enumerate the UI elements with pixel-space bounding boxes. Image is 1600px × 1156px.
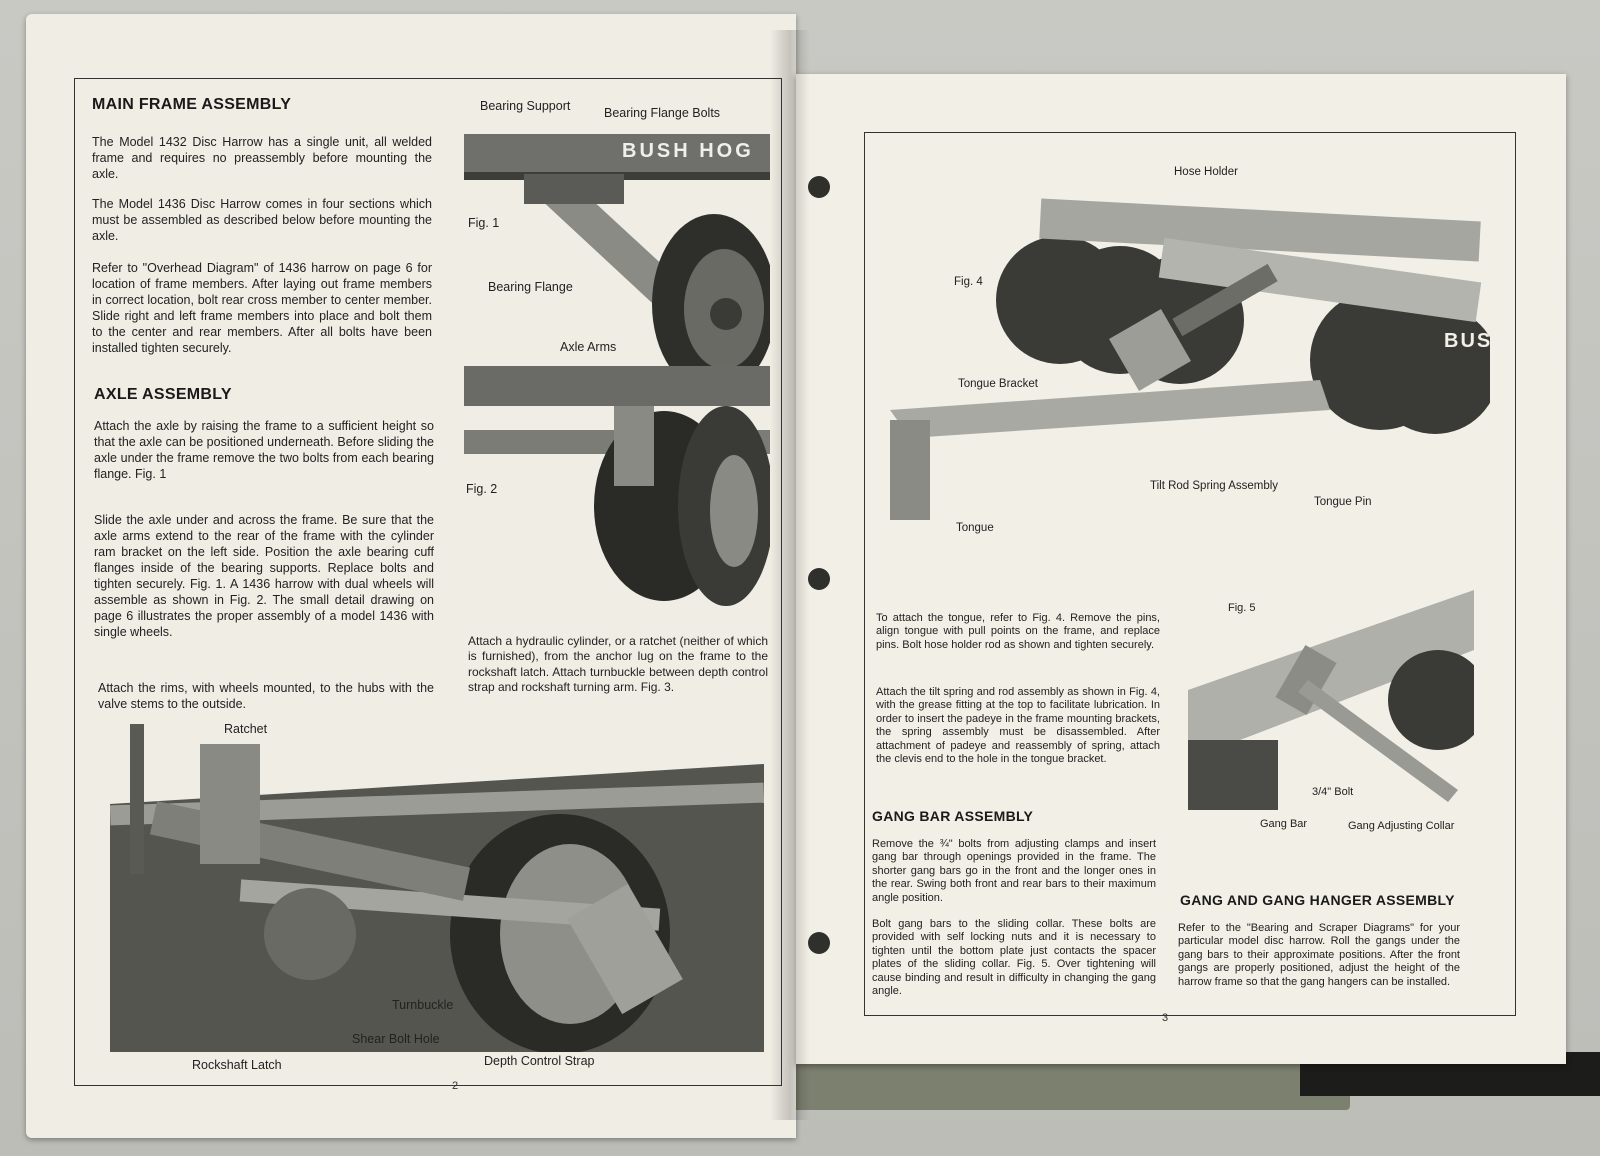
main-frame-heading: MAIN FRAME ASSEMBLY bbox=[92, 96, 292, 113]
binder-hole bbox=[808, 932, 830, 954]
ratchet-label: Ratchet bbox=[224, 722, 268, 736]
tilt-rod-label: Tilt Rod Spring Assembly bbox=[1150, 480, 1279, 492]
fig1-label: Fig. 1 bbox=[468, 216, 500, 230]
main-frame-p3: Refer to "Overhead Diagram" of 1436 harrow on page 6 for location of frame members. After laying out frame members in correct location, bolt rear cross member to center member. Slide right and left frame members into place and bolt them to the center and rear members. After all bolts have been installed tighten securely. bbox=[92, 261, 432, 355]
right-page-number: 3 bbox=[1162, 1012, 1169, 1024]
left-page-number: 2 bbox=[452, 1080, 459, 1092]
fig5-photo bbox=[1188, 590, 1474, 812]
depth-control-strap-label: Depth Control Strap bbox=[484, 1054, 595, 1068]
gang-bar-p1: Remove the ¾" bolts from adjusting clamps and insert gang bar through openings provided in the frame. The shorter gang bars go in the front and the longer ones in the rear. Swing both front and rear bars to their maximum angle position. bbox=[872, 838, 1156, 904]
fig4-label: Fig. 4 bbox=[954, 276, 983, 288]
gang-bar-p2: Bolt gang bars to the sliding collar. These bolts are provided with self locking nuts and it is necessary to tighten until the bottom plate just contacts the spacer plates of the sliding collar. Fig. 5. Over tightening will cause binding and result in difficulty in changing the gang angle. bbox=[872, 918, 1156, 998]
tongue-label: Tongue bbox=[956, 522, 994, 534]
axle-p1: Attach the axle by raising the frame to a sufficient height so that the axle can be positioned underneath. Before sliding the axle under the frame remove the two bolts from each bearing flange. Fig. 1 bbox=[94, 419, 434, 481]
tongue-p1: To attach the tongue, refer to Fig. 4. Remove the pins, align tongue with pull points on the frame, and replace pins. Bolt hose holder rod as shown and tighten securely. bbox=[876, 612, 1160, 651]
binder-bar bbox=[750, 1060, 1350, 1110]
fig4-brand: BUSH HOG bbox=[1444, 330, 1568, 352]
fig2-label: Fig. 2 bbox=[466, 482, 498, 496]
fig5-label: Fig. 5 bbox=[1228, 602, 1256, 614]
binder-hole bbox=[808, 568, 830, 590]
turnbuckle-label: Turnbuckle bbox=[392, 998, 454, 1012]
main-frame-p2: The Model 1436 Disc Harrow comes in four sections which must be assembled as described below before mounting the axle. bbox=[92, 197, 432, 243]
axle-arms-label: Axle Arms bbox=[560, 340, 617, 354]
shear-bolt-hole-label: Shear Bolt Hole bbox=[352, 1032, 440, 1046]
axle-p2: Slide the axle under and across the frame. Be sure that the axle arms extend to the rear of the frame with the cylinder ram bracket on the left side. Position the axle bearing cuff flanges inside of the bearing supports. Replace bolts and tighten securely. Fig. 1. A 1436 harrow with dual wheels will assemble as shown in Fig. 2. The small detail drawing on page 6 illustrates the proper assembly of a model 1436 with single wheels. bbox=[94, 513, 434, 639]
fig5-bolt-label: 3/4" Bolt bbox=[1312, 786, 1354, 798]
axle-p3: Attach the rims, with wheels mounted, to the hubs with the valve stems to the outside. bbox=[98, 681, 434, 711]
flange-bolts-label: Bearing Flange Bolts bbox=[604, 106, 721, 120]
fig1-brand: BUSH HOG bbox=[622, 140, 754, 162]
gang-hanger-heading: GANG AND GANG HANGER ASSEMBLY bbox=[1180, 892, 1455, 908]
gang-bar-heading: GANG BAR ASSEMBLY bbox=[872, 808, 1034, 824]
tongue-pin-label: Tongue Pin bbox=[1314, 496, 1372, 508]
axle-heading: AXLE ASSEMBLY bbox=[94, 386, 232, 403]
fig1-photo bbox=[464, 134, 770, 376]
fig2-photo bbox=[464, 366, 770, 624]
rockshaft-latch-label: Rockshaft Latch bbox=[192, 1058, 282, 1072]
bearing-support-label: Bearing Support bbox=[480, 99, 571, 113]
fig5-gang-bar-label: Gang Bar bbox=[1260, 818, 1308, 830]
fig5-collar-label: Gang Adjusting Collar bbox=[1348, 820, 1455, 832]
tongue-p2: Attach the tilt spring and rod assembly as shown in Fig. 4, with the grease fitting at the top to facilitate lubrication. In order to insert the padeye in the frame mounting brackets, the spring assembly must be disassembled. After attachment of padeye and reassembly of spring, attach the clevis end to the hole in the tongue bracket. bbox=[876, 686, 1160, 766]
hydraulic-text: Attach a hydraulic cylinder, or a ratchet (neither of which is furnished), from the anchor lug on the frame to the rockshaft latch. Attach turnbuckle between depth control strap and rockshaft turning arm. Fig. 3. bbox=[468, 634, 768, 695]
tongue-bracket-label: Tongue Bracket bbox=[958, 378, 1038, 390]
bearing-flange-label: Bearing Flange bbox=[488, 280, 573, 294]
fig4-photo bbox=[890, 170, 1490, 550]
hose-holder-label: Hose Holder bbox=[1174, 166, 1238, 178]
main-frame-p1: The Model 1432 Disc Harrow has a single unit, all welded frame and requires no preassembly before mounting the axle. bbox=[92, 135, 432, 181]
binder-hole bbox=[808, 176, 830, 198]
gang-hanger-p1: Refer to the "Bearing and Scraper Diagrams" for your particular model disc harrow. Roll the gangs under the gang bars to their approximate positions. After the front gangs are properly positioned, adjust the height of the harrow frame so that the gang hangers can be installed. bbox=[1178, 922, 1460, 988]
